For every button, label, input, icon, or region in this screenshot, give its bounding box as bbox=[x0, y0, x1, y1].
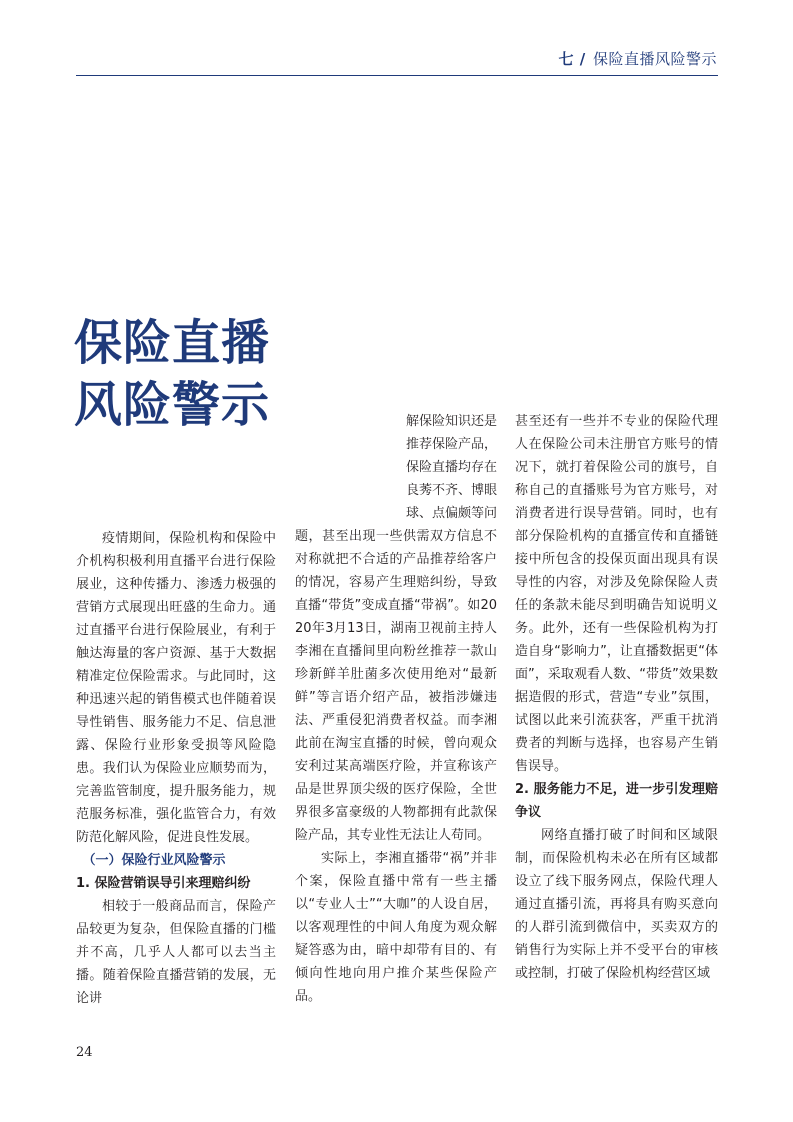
wrap-line-2: 推荐保险产品， bbox=[405, 437, 497, 452]
page-title-line-2: 风险警示 bbox=[74, 377, 271, 433]
chapter-number: 七 / bbox=[558, 50, 586, 68]
wrap-line-3: 保险直播均存在 bbox=[405, 460, 497, 475]
paragraph-service-capacity: 网络直播打破了时间和区域限制，而保险机构未必在所有区域都设立了线下服务网点，保险代理人通过直播引流，再将具有购买意向的人群引流到微信中，买卖双方的销售行为实际上并不受平台的审核或控制，打破了保险机构经营区域 bbox=[515, 828, 718, 981]
paragraph-li-xiang-case: 题，甚至出现一些供需双方信息不对称就把不合适的产品推荐给客户的情况，容易产生理赔纠纷，导致直播“带货”变成直播“带祸”。如2020年3月13日，湖南卫视前主持人李湘在直播间里向粉丝推荐一款山珍新鲜羊肚菌多次使用绝对“最新鲜”等言语介绍产品，被指涉嫌违法、严重侵犯消费者权益。而李湘此前在淘宝直播的时候，曾向观众安利过某高端医疗险，并宣称该产品是世界顶尖级的医疗保险，全世界很多富豪级的人物都拥有此款保险产品，其专业性无法让人苟同。 bbox=[295, 529, 497, 843]
section-heading-1: （一）保险行业风险警示 bbox=[82, 853, 226, 868]
page-title bbox=[74, 312, 270, 436]
paragraph-not-isolated: 实际上，李湘直播带“祸”并非个案，保险直播中常有一些主播以“专业人士”“大咖”的人设自居，以客观理性的中间人角度为观众解疑答惑为由，暗中却带有目的、有倾向性地向用户推介某些保险产品。 bbox=[295, 851, 497, 1004]
subheading-2: 2. 服务能力不足，进一步引发理赔争议 bbox=[515, 782, 718, 820]
wrap-line-1: 解保险知识还是 bbox=[405, 414, 497, 429]
wrap-line-5: 球、点偏颇等问 bbox=[405, 506, 497, 521]
paragraph-marketing: 相较于一般商品而言，保险产品较更为复杂，但保险直播的门槛并不高，几乎人人都可以去当主播。随着保险直播营销的发展，无论讲 bbox=[76, 899, 276, 1006]
text-column-2 bbox=[295, 410, 497, 1008]
paragraph-misleading-agents: 甚至还有一些并不专业的保险代理人在保险公司未注册官方账号的情况下，就打着保险公司的旗号，自称自己的直播账号为官方账号，对消费者进行误导营销。同时，也有部分保险机构的直播宣传和直播链接中所包含的投保页面出现具有误导性的内容，对涉及免除保险人责任的条款未能尽到明确告知说明义务。此外，还有一些保险机构为打造自身“影响力”，让直播数据更“体面”，采取观看人数、“带货”效果数据造假的形式，营造“专业”氛围，试图以此来引流获客，严重干扰消费者的判断与选择，也容易产生销售误导。 bbox=[515, 414, 718, 774]
text-column-1 bbox=[76, 527, 276, 1010]
intro-paragraph: 疫情期间，保险机构和保险中介机构积极利用直播平台进行保险展业，这种传播力、渗透力极强的营销方式展现出旺盛的生命力。通过直播平台进行保险展业，有利于触达海量的客户资源、基于大数据精准定位保险需求。与此同时，这种迅速兴起的销售模式也伴随着误导性销售、服务能力不足、信息泄露、保险行业形象受损等风险隐患。我们认为保险业应顺势而为，完善监管制度，提升服务能力，规范服务标准，强化监管合力，有效防范化解风险，促进良性发展。 bbox=[76, 531, 276, 845]
wrap-line-4: 良莠不齐、博眼 bbox=[405, 483, 497, 498]
page-title-line-1: 保险直播 bbox=[74, 315, 271, 371]
chapter-title: 保险直播风险警示 bbox=[592, 50, 717, 68]
header-divider bbox=[76, 75, 718, 76]
page-number: 24 bbox=[76, 1045, 93, 1060]
subheading-1: 1. 保险营销误导引来理赔纠纷 bbox=[76, 876, 251, 891]
running-header bbox=[559, 48, 718, 69]
text-column-3 bbox=[515, 410, 718, 985]
